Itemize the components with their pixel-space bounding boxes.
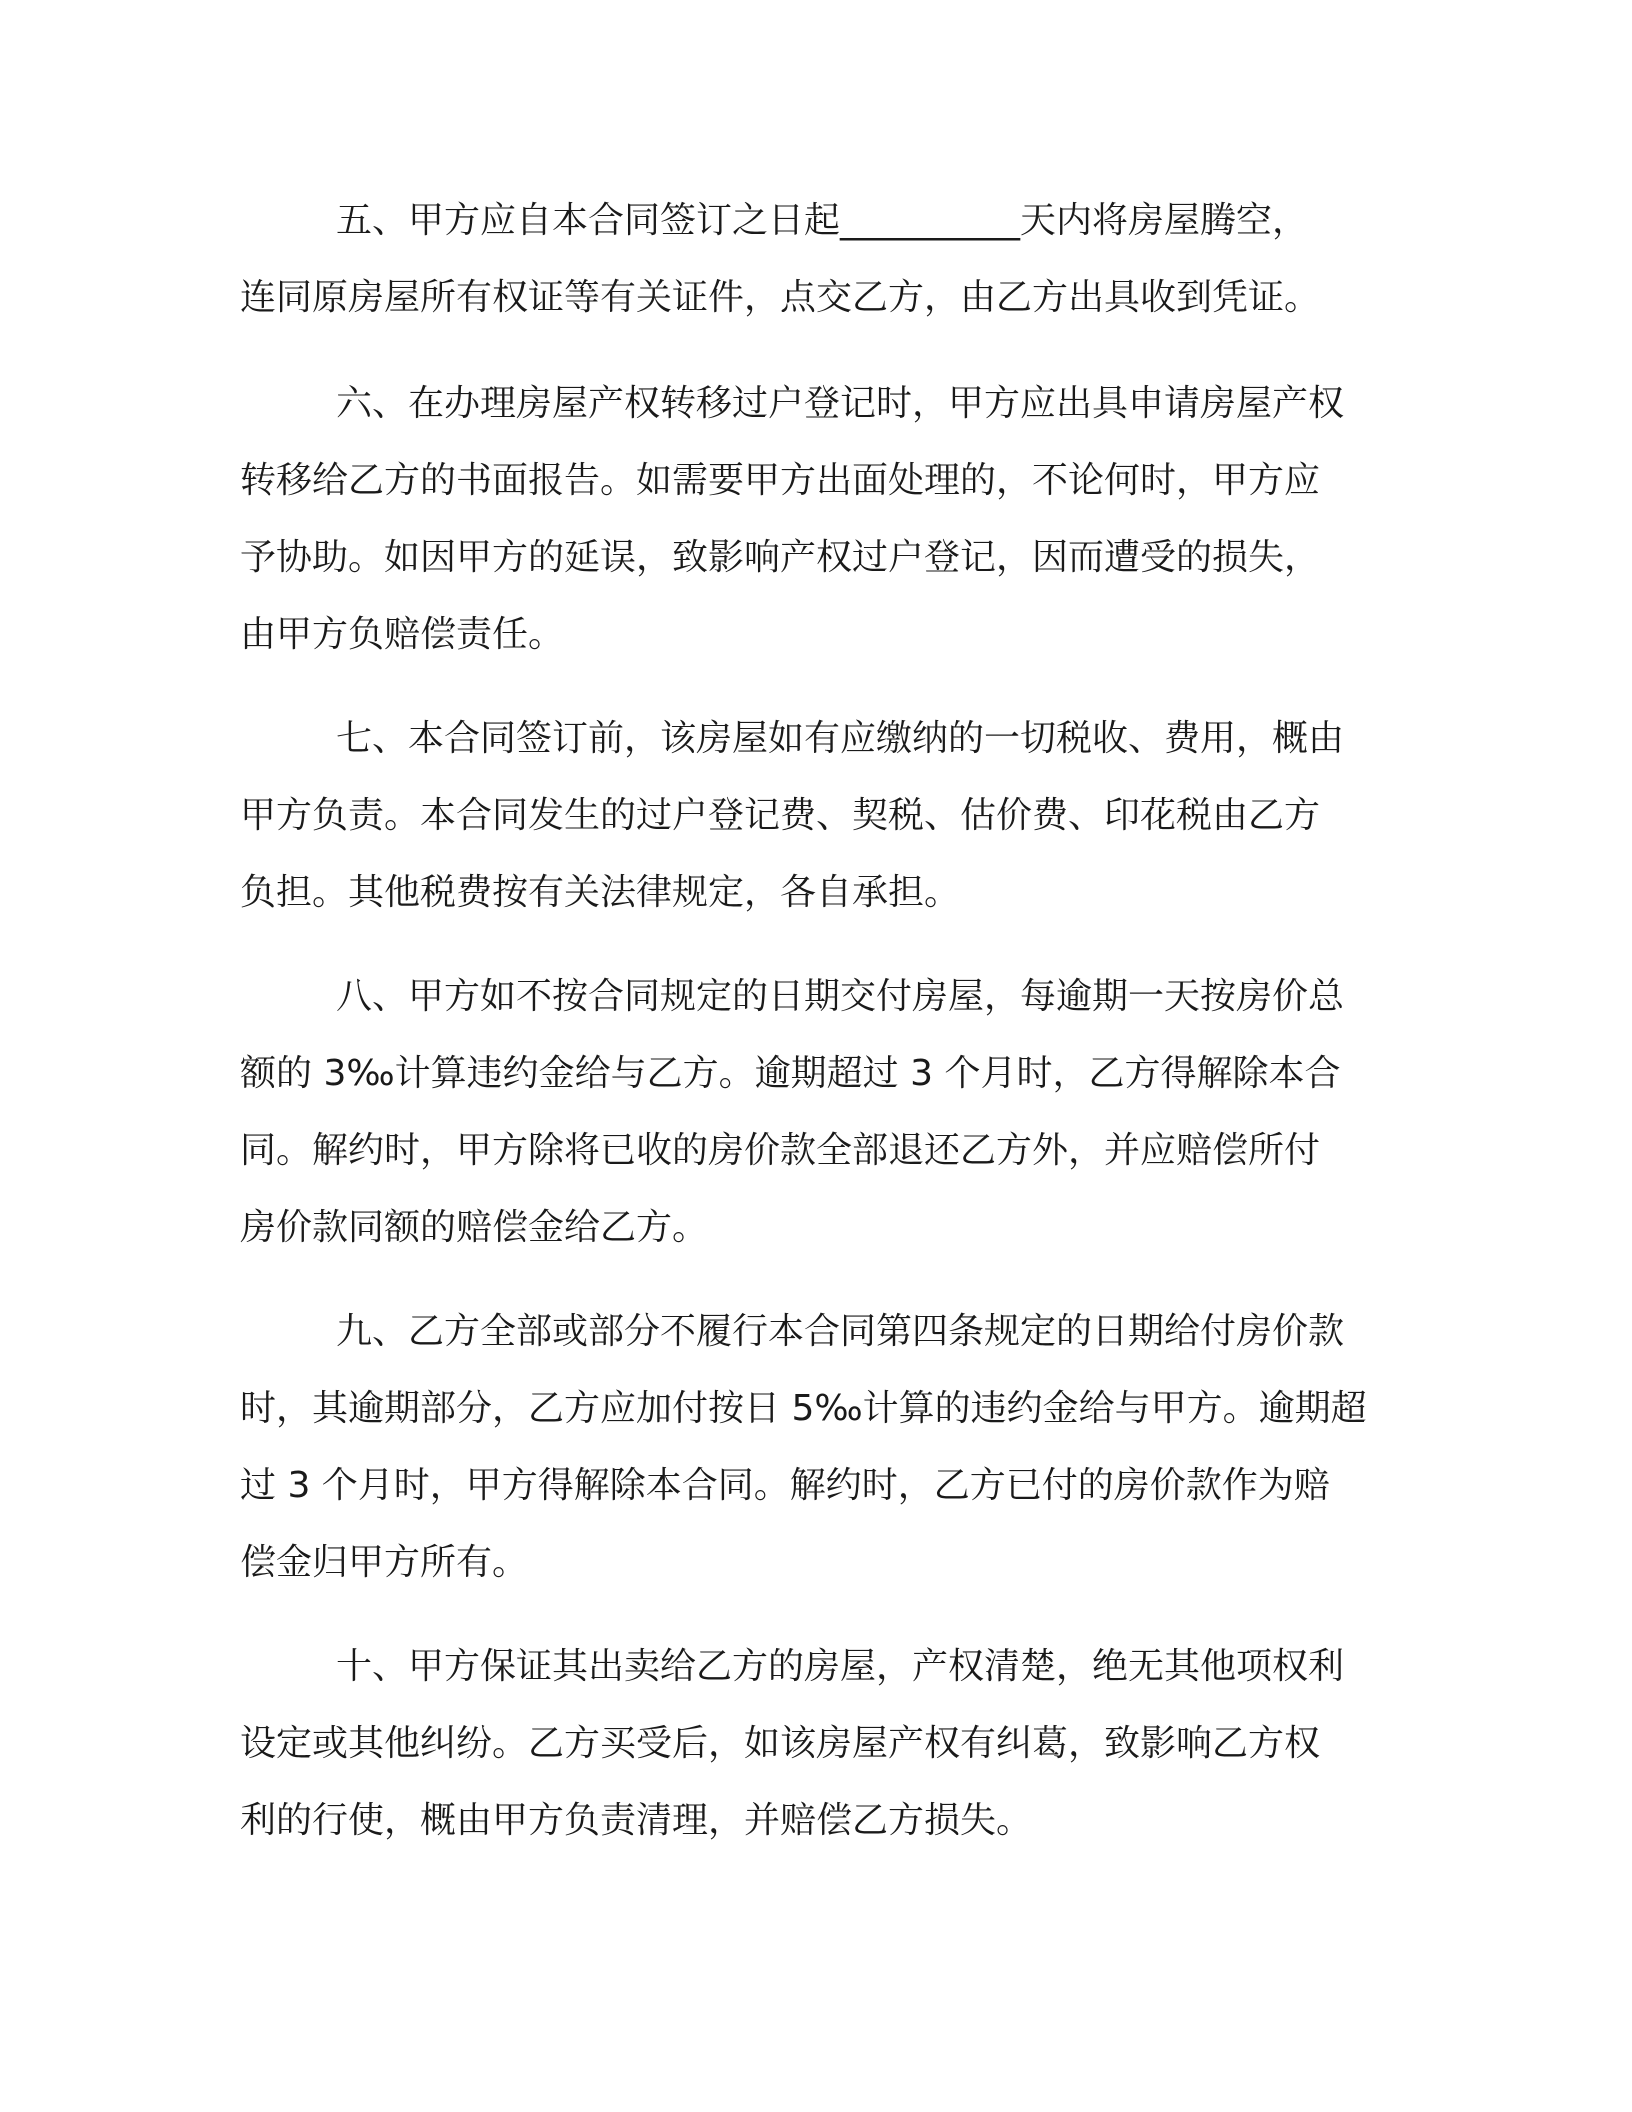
clause-10-line-2: 设定或其他纠纷。乙方买受后，如该房屋产权有纠葛，致影响乙方权	[240, 1723, 1321, 1764]
clause-10-line-3: 利的行使，概由甲方负责清理，并赔偿乙方损失。	[240, 1800, 1033, 1841]
clause-8-line-4: 房价款同额的赔偿金给乙方。	[240, 1207, 709, 1248]
clause-6	[240, 365, 1440, 673]
clause-10	[240, 1628, 1440, 1859]
clause-9-line-2: 时，其逾期部分，乙方应加付按日 5‰计算的违约金给与甲方。逾期超	[240, 1388, 1367, 1429]
clause-7-line-2: 甲方负责。本合同发生的过户登记费、契税、估价费、印花税由乙方	[240, 795, 1321, 836]
clause-8-line-2: 额的 3‰计算违约金给与乙方。逾期超过 3 个月时，乙方得解除本合	[240, 1053, 1341, 1094]
clause-7	[240, 700, 1440, 931]
clause-6-line-4: 由甲方负赔偿责任。	[240, 614, 565, 655]
clause-9-line-3: 过 3 个月时，甲方得解除本合同。解约时，乙方已付的房价款作为赔	[240, 1465, 1330, 1506]
clause-5-line-1: 五、甲方应自本合同签订之日起__________天内将房屋腾空，	[336, 200, 1309, 241]
clause-8	[240, 958, 1440, 1266]
clause-9-line-4: 偿金归甲方所有。	[240, 1542, 529, 1583]
clause-5-line-2: 连同原房屋所有权证等有关证件，点交乙方，由乙方出具收到凭证。	[240, 277, 1321, 318]
clause-8-line-3: 同。解约时，甲方除将已收的房价款全部退还乙方外，并应赔偿所付	[240, 1130, 1321, 1171]
clause-9-line-1: 九、乙方全部或部分不履行本合同第四条规定的日期给付房价款	[336, 1311, 1345, 1352]
clause-10-line-1: 十、甲方保证其出卖给乙方的房屋，产权清楚，绝无其他项权利	[336, 1646, 1345, 1687]
clause-5	[240, 182, 1440, 336]
clause-8-line-1: 八、甲方如不按合同规定的日期交付房屋，每逾期一天按房价总	[336, 976, 1345, 1017]
clause-7-line-1: 七、本合同签订前，该房屋如有应缴纳的一切税收、费用，概由	[336, 718, 1345, 759]
clause-6-line-3: 予协助。如因甲方的延误，致影响产权过户登记，因而遭受的损失，	[240, 537, 1321, 578]
clause-6-line-2: 转移给乙方的书面报告。如需要甲方出面处理的，不论何时，甲方应	[240, 460, 1321, 501]
clause-6-line-1: 六、在办理房屋产权转移过户登记时，甲方应出具申请房屋产权	[336, 383, 1345, 424]
clause-7-line-3: 负担。其他税费按有关法律规定，各自承担。	[240, 872, 961, 913]
clause-9	[240, 1293, 1440, 1601]
